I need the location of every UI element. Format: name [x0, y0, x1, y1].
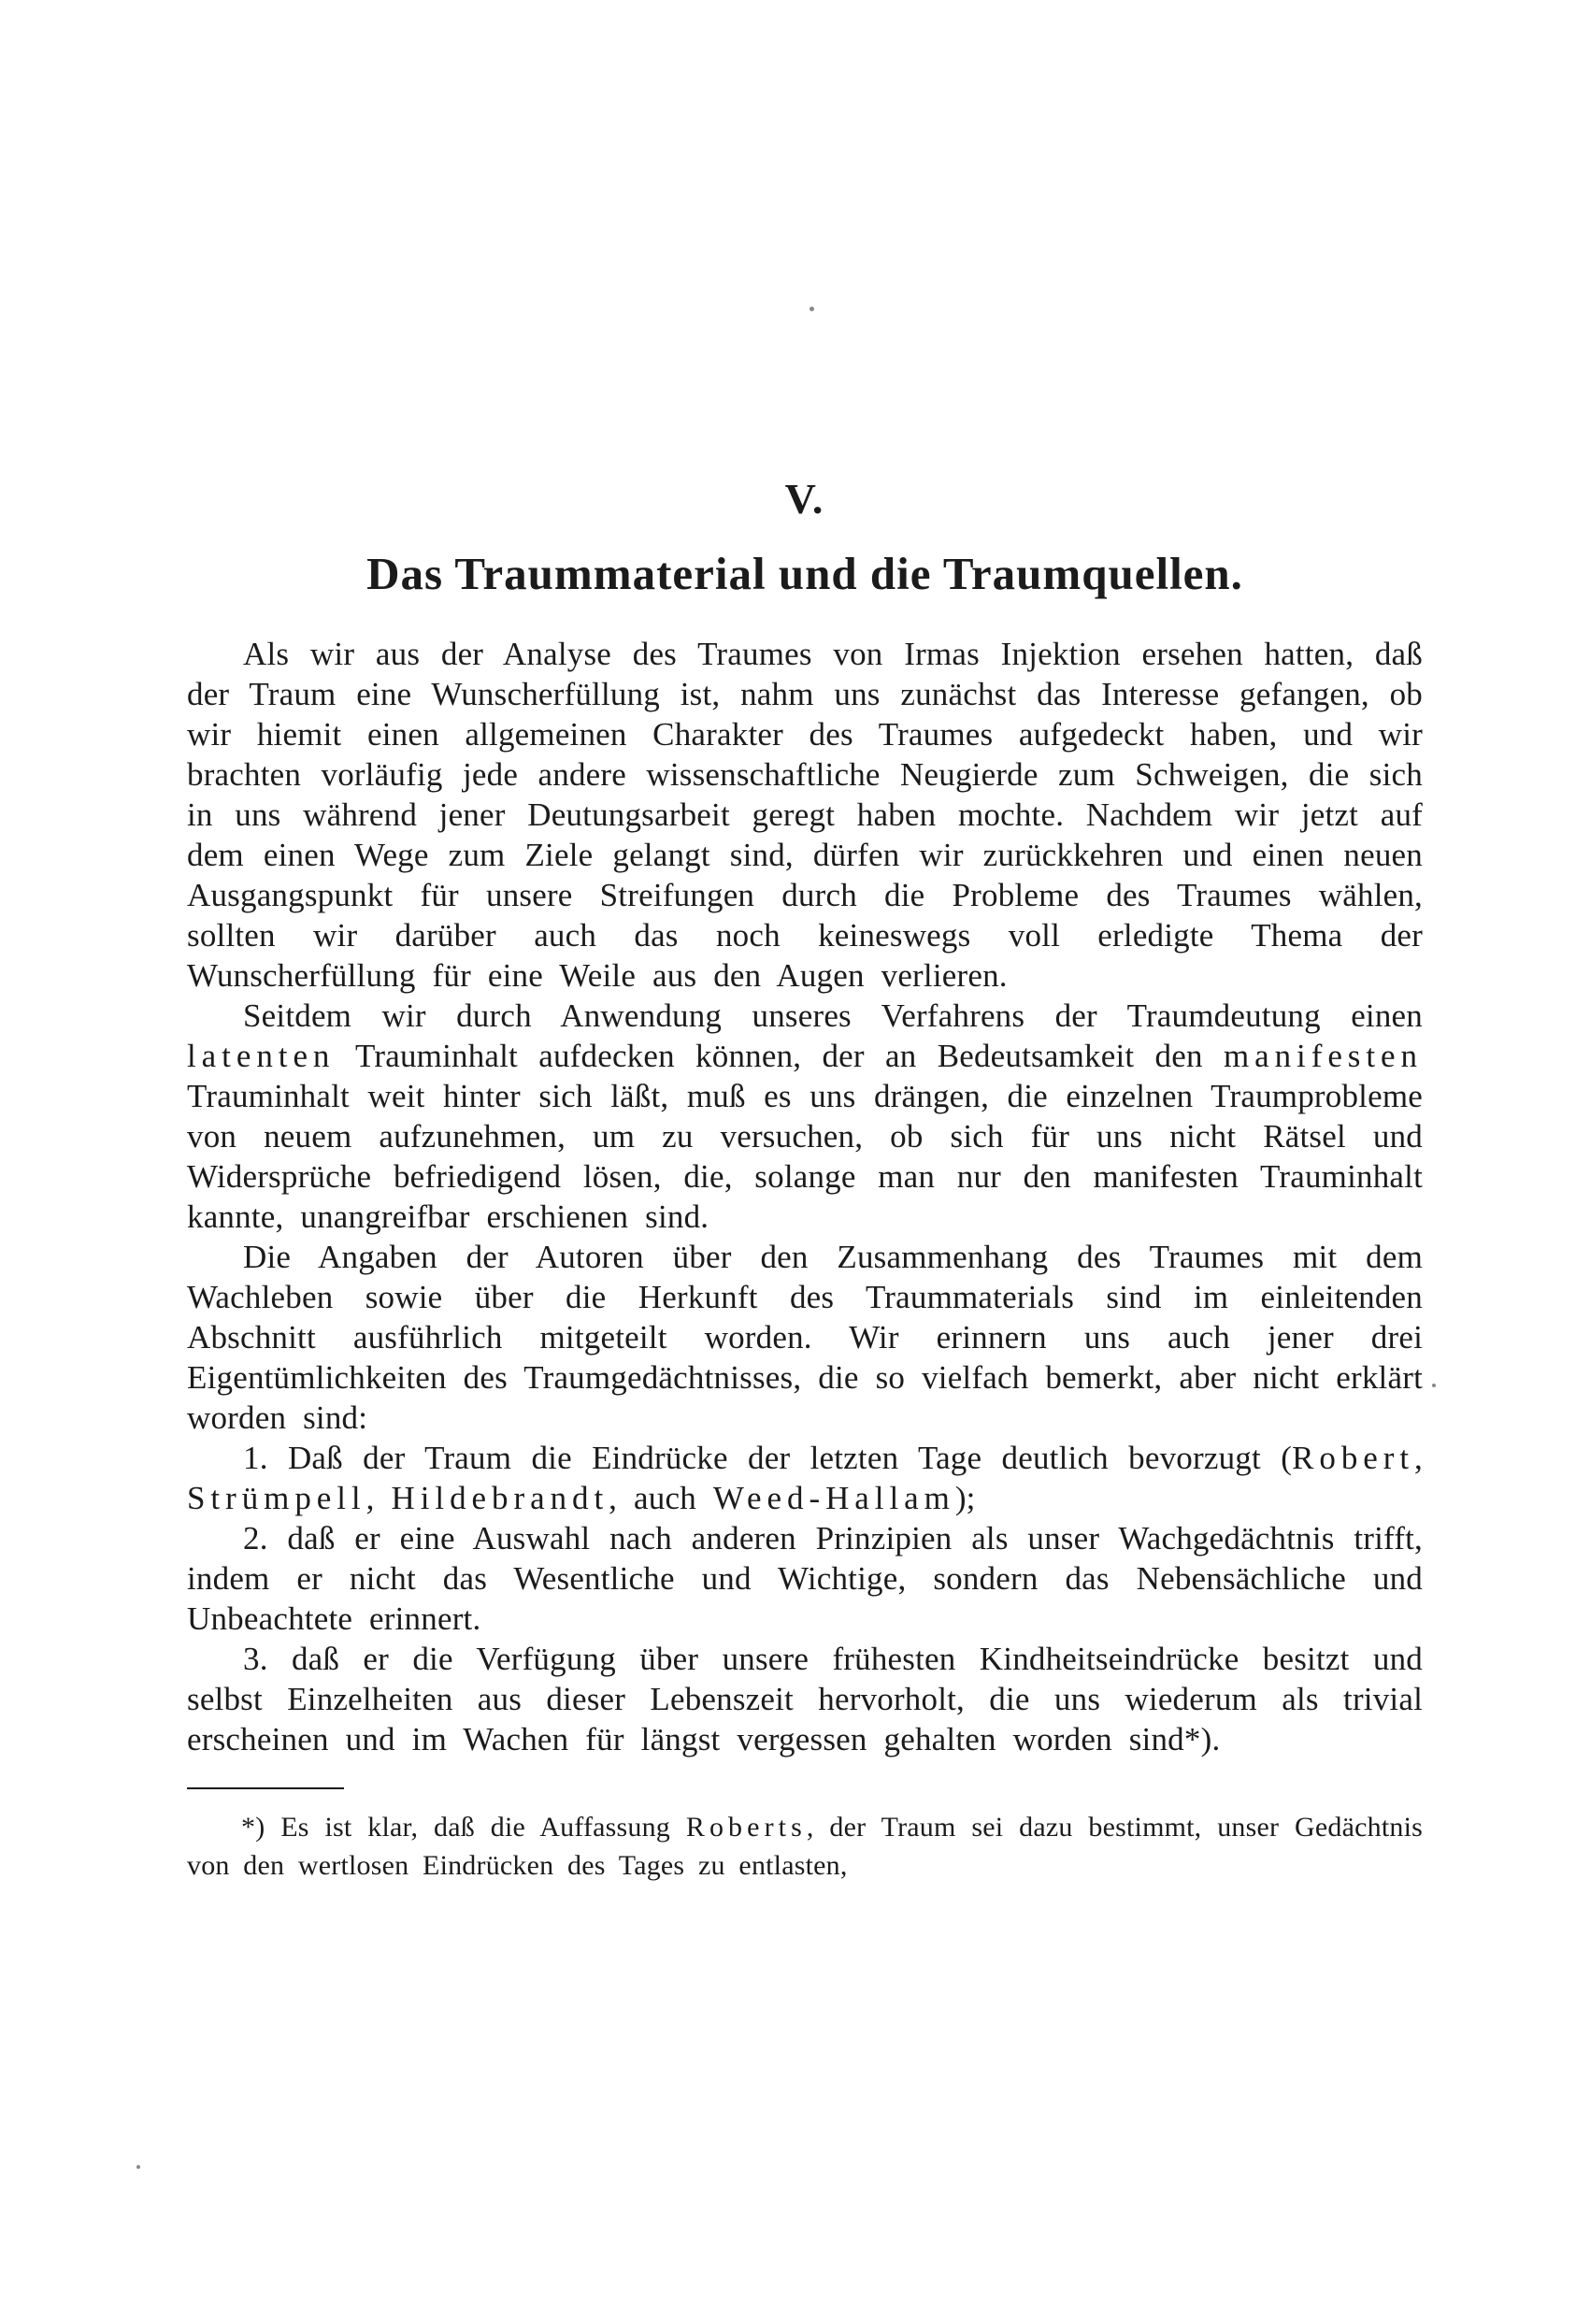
print-artifact-dot	[809, 307, 814, 311]
paragraph-1	[187, 634, 1423, 996]
emphasized-name: Robert	[1292, 1440, 1415, 1476]
text-block	[187, 475, 1423, 1913]
emphasized-name: Roberts	[685, 1812, 807, 1843]
text-segment: , auch	[609, 1480, 713, 1516]
text-segment: , der Traum sei dazu bestimmt, unser Gedächtnis von den wertlosen Eindrücken des Tages zu entlasten,	[187, 1812, 1423, 1881]
text-segment: Trauminhalt weit hinter sich läßt, muß es uns drängen, die einzelnen Traumprobleme von neuem aufzunehmen, um zu versuchen, ob sich für uns nicht Rätsel und Widersprüche befriedigend lösen, die, solange man nur den manifesten Trauminhalt kannte, unangreifbar erschienen sind.	[187, 1078, 1423, 1235]
chapter-title: Das Traummaterial und die Traumquellen.	[366, 548, 1243, 599]
text-segment: Trauminhalt aufdecken können, der an Bedeutsamkeit den	[335, 1038, 1224, 1074]
footnote-separator	[187, 1787, 344, 1789]
text-segment: 3. daß er die Verfügung über unsere frühesten Kindheitseindrücke besitzt und selbst Einzelheiten aus dieser Lebenszeit hervorholt, die uns wiederum als trivial erscheinen und im Wachen für längst vergessen gehalten worden sind*).	[187, 1641, 1423, 1757]
text-segment: 1. Daß der Traum die Eindrücke der letzten Tage deutlich bevorzugt (	[243, 1440, 1293, 1476]
text-segment: Als wir aus der Analyse des Traumes von Irmas Injektion ersehen hatten, daß der Traum eine Wunscherfüllung ist, nahm uns zunächst das Interesse gefangen, ob wir hiemit einen allgemeinen Charakter des Traumes aufgedeckt haben, und wir brachten vorläufig jede andere wissenschaftliche Neugierde zum Schweigen, die sich in uns während jener Deutungsarbeit geregt haben mochte. Nachdem wir jetzt auf dem einen Wege zum Ziele gelangt sind, dürfen wir zurückkehren und einen neuen Ausgangspunkt für unsere Streifungen durch die Probleme des Traumes wählen, sollten wir darüber auch das noch keineswegs voll erledigte Thema der Wunscherfüllung für eine Weile aus den Augen verlieren.	[187, 636, 1423, 994]
emphasized-name: Weed-Hallam	[712, 1480, 955, 1516]
text-segment: Die Angaben der Autoren über den Zusammenhang des Traumes mit dem Wachleben sowie über die Herkunft des Traummaterials sind im einleitenden Abschnitt ausführlich mitgeteilt worden. Wir erinnern uns auch jener drei Eigentümlichkeiten des Traumgedächtnisses, die so vielfach bemerkt, aber nicht erklärt worden sind:	[187, 1239, 1423, 1436]
text-segment: Seitdem wir durch Anwendung unseres Verfahrens der Traumdeutung einen	[243, 997, 1423, 1034]
emphasized-name: Hildebrandt	[391, 1480, 609, 1516]
text-segment: );	[954, 1480, 976, 1516]
footnote-text	[187, 1808, 1423, 1885]
body-text	[187, 634, 1423, 1759]
text-segment: 2. daß er eine Auswahl nach anderen Prinzipien als unser Wachgedächtnis trifft, indem er nicht das Wesentliche und Wichtige, sondern das Nebensächliche und Unbeachtete erinnert.	[187, 1520, 1423, 1637]
list-item-1	[187, 1438, 1423, 1518]
paragraph-3	[187, 1237, 1423, 1438]
emphasized-name: manifesten	[1223, 1038, 1423, 1074]
list-item-3	[187, 1639, 1423, 1759]
text-segment: ,	[1414, 1440, 1423, 1476]
emphasized-name: Strümpell	[187, 1480, 366, 1516]
list-item-2	[187, 1518, 1423, 1639]
text-segment: ,	[365, 1480, 392, 1516]
print-artifact-dot	[1432, 1384, 1436, 1387]
print-artifact-dot	[136, 2165, 140, 2169]
chapter-number: V.	[784, 475, 825, 523]
text-segment: *) Es ist klar, daß die Auffassung	[241, 1812, 686, 1843]
emphasized-name: latenten	[187, 1038, 336, 1074]
paragraph-2	[187, 996, 1423, 1237]
